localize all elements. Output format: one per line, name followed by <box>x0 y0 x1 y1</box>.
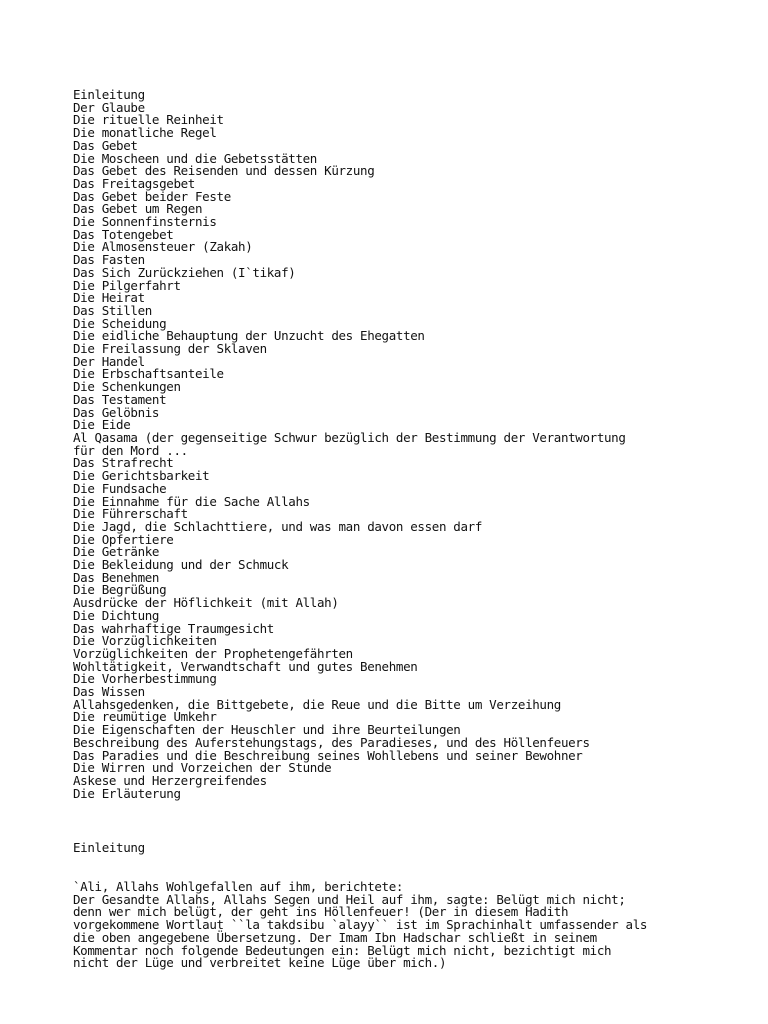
toc-entry: Die Schenkungen <box>73 379 181 395</box>
toc-entry: Die Scheidung <box>73 315 167 331</box>
toc-entry: Einleitung <box>73 87 145 102</box>
toc-entry: Das Gebet <box>73 137 138 153</box>
document-page <box>73 89 753 970</box>
toc-entry: Die Begrüßung <box>73 582 167 598</box>
toc-entry: Allahsgedenken, die Bittgebete, die Reue und die Bitte um Verzeihung <box>73 696 561 712</box>
toc-entry: Die eidliche Behauptung der Unzucht des Ehegatten <box>73 328 425 344</box>
toc-entry: Die Wirren und Vorzeichen der Stunde <box>73 760 332 776</box>
section-paragraph <box>73 881 753 970</box>
toc-entry: Die Fundsache <box>73 480 167 496</box>
toc-entry: Wohltätigkeit, Verwandtschaft und gutes Benehmen <box>73 658 418 674</box>
toc-entry: Al Qasama (der gegenseitige Schwur bezüglich der Bestimmung der Verantwortung <box>73 429 626 445</box>
toc-entry: Die reumütige Umkehr <box>73 709 217 725</box>
toc-entry: Das Gebet um Regen <box>73 201 203 217</box>
toc-entry: Das Totengebet <box>73 226 174 242</box>
toc-entry: Das Freitagsgebet <box>73 175 195 191</box>
paragraph-line: `Ali, Allahs Wohlgefallen auf ihm, berichtete: <box>73 879 404 895</box>
toc-entry: Die Gerichtsbarkeit <box>73 468 210 484</box>
paragraph-line: die oben angegebene Übersetzung. Der Imam Ibn Hadschar schließt in seinem <box>73 929 597 945</box>
toc-entry: Die Getränke <box>73 544 160 560</box>
toc-entry: Die Einnahme für die Sache Allahs <box>73 493 310 509</box>
toc-entry: Das Gebet beider Feste <box>73 188 231 204</box>
paragraph-line: vorgekommene Wortlaut ``la takdsibu `alayy`` ist im Sprachinhalt umfassender als <box>73 917 648 933</box>
toc-entry: Ausdrücke der Höflichkeit (mit Allah) <box>73 595 339 611</box>
toc-entry: Die Jagd, die Schlachttiere, und was man davon essen darf <box>73 518 483 534</box>
toc-entry: Die Freilassung der Sklaven <box>73 341 267 357</box>
toc-entry: Die Dichtung <box>73 607 160 623</box>
toc-entry: Die Vorherbestimmung <box>73 671 217 687</box>
toc-entry: Das Gebet des Reisenden und dessen Kürzung <box>73 163 375 179</box>
paragraph-line: nicht der Lüge und verbreitet keine Lüge über mich.) <box>73 955 447 971</box>
toc-entry: Die rituelle Reinheit <box>73 112 224 128</box>
table-of-contents <box>73 89 753 800</box>
toc-entry: Das Sich Zurückziehen (I`tikaf) <box>73 264 296 280</box>
toc-entry: Das Testament <box>73 391 167 407</box>
toc-entry: Askese und Herzergreifendes <box>73 772 267 788</box>
toc-entry: Das Fasten <box>73 252 145 268</box>
toc-entry: Das wahrhaftige Traumgesicht <box>73 620 274 636</box>
toc-entry: für den Mord ... <box>73 442 188 458</box>
toc-entry: Die Opfertiere <box>73 531 174 547</box>
toc-entry: Das Gelöbnis <box>73 404 160 420</box>
toc-entry: Die Erbschaftsanteile <box>73 366 224 382</box>
toc-entry: Der Handel <box>73 353 145 369</box>
toc-entry: Die Eigenschaften der Heuschler und ihre Beurteilungen <box>73 722 461 738</box>
toc-entry: Die Almosensteuer (Zakah) <box>73 239 253 255</box>
section-heading: Einleitung <box>73 840 145 856</box>
toc-entry: Das Strafrecht <box>73 455 174 471</box>
toc-entry: Die Bekleidung und der Schmuck <box>73 557 289 573</box>
toc-entry: Die Führerschaft <box>73 506 188 522</box>
toc-entry: Die Erläuterung <box>73 785 181 801</box>
toc-entry: Das Paradies und die Beschreibung seines Wohllebens und seiner Bewohner <box>73 747 583 763</box>
toc-entry: Der Glaube <box>73 99 145 115</box>
toc-entry: Die Eide <box>73 417 131 433</box>
toc-entry: Vorzüglichkeiten der Prophetengefährten <box>73 645 353 661</box>
paragraph-line: Kommentar noch folgende Bedeutungen ein: Belügt mich nicht, bezichtigt mich <box>73 942 612 958</box>
toc-entry: Beschreibung des Auferstehungstags, des Paradieses, und des Höllenfeuers <box>73 734 590 750</box>
toc-entry: Das Benehmen <box>73 569 160 585</box>
paragraph-line: Der Gesandte Allahs, Allahs Segen und Heil auf ihm, sagte: Belügt mich nicht; <box>73 891 626 907</box>
toc-entry: Das Wissen <box>73 684 145 700</box>
paragraph-line: denn wer mich belügt, der geht ins Höllenfeuer! (Der in diesem Hadith <box>73 904 569 920</box>
toc-entry: Die Moscheen und die Gebetsstätten <box>73 150 317 166</box>
toc-entry: Die Pilgerfahrt <box>73 277 181 293</box>
toc-entry: Die Sonnenfinsternis <box>73 214 217 230</box>
toc-entry: Die Heirat <box>73 290 145 306</box>
toc-entry: Das Stillen <box>73 302 152 318</box>
toc-entry: Die monatliche Regel <box>73 125 217 141</box>
toc-entry: Die Vorzüglichkeiten <box>73 633 217 649</box>
